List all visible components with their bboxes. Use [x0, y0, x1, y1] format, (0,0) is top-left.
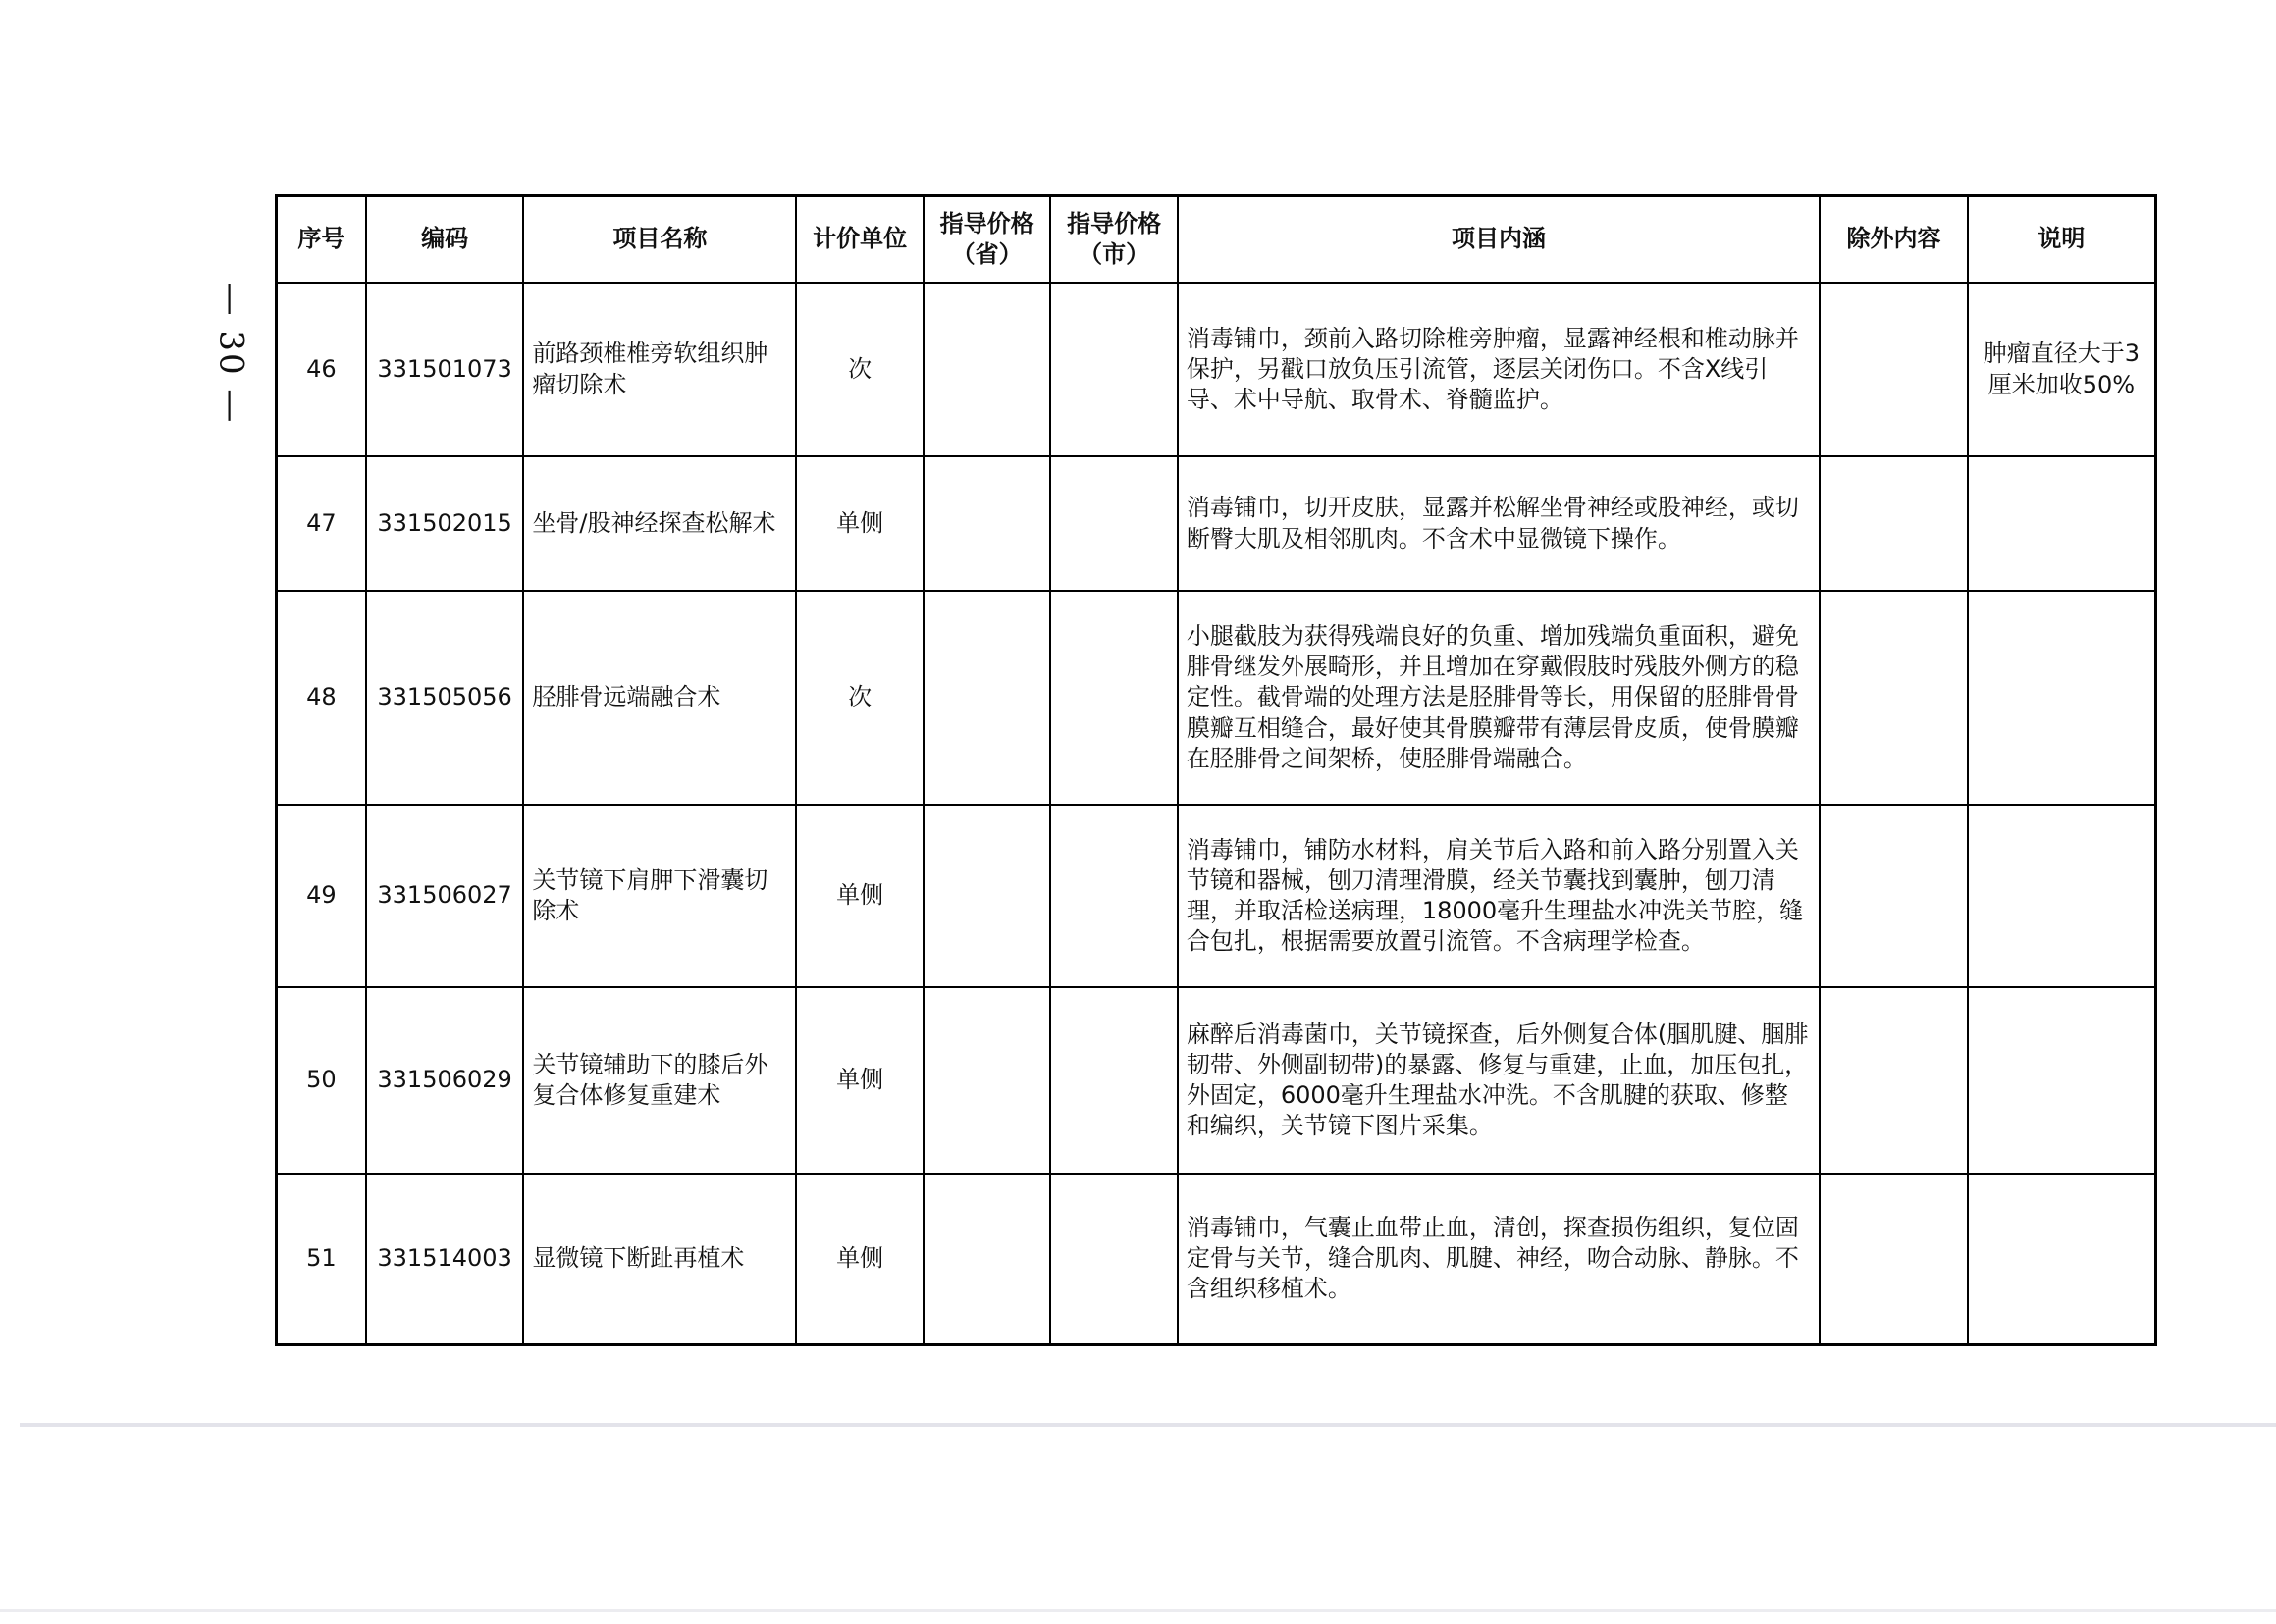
cell-content: 消毒铺巾，气囊止血带止血，清创，探查损伤组织，复位固定骨与关节，缝合肌肉、肌腱、神经，吻合动脉、静脉。不含组织移植术。	[1178, 1174, 1820, 1344]
cell-code: 331514003	[366, 1174, 524, 1344]
cell-price-city	[1050, 987, 1177, 1174]
cell-unit: 单侧	[796, 987, 923, 1174]
cell-price-city	[1050, 591, 1177, 805]
cell-note	[1968, 987, 2156, 1174]
cell-seq: 51	[277, 1174, 366, 1344]
cell-content: 消毒铺巾，铺防水材料，肩关节后入路和前入路分别置入关节镜和器械，刨刀清理滑膜，经关节囊找到囊肿，刨刀清理，并取活检送病理，18000毫升生理盐水冲洗关节腔，缝合包扎，根据需要放置引流管。不含病理学检查。	[1178, 805, 1820, 987]
cell-price-city	[1050, 283, 1177, 456]
cell-seq: 49	[277, 805, 366, 987]
cell-unit: 单侧	[796, 805, 923, 987]
cell-unit: 单侧	[796, 456, 923, 591]
cell-seq: 46	[277, 283, 366, 456]
cell-price-province	[924, 283, 1050, 456]
page-number	[201, 275, 260, 432]
cell-code: 331505056	[366, 591, 524, 805]
cell-exclusions	[1820, 283, 1968, 456]
cell-name: 关节镜辅助下的膝后外复合体修复重建术	[523, 987, 796, 1174]
header-price-city: 指导价格（市）	[1050, 196, 1177, 284]
header-price-province: 指导价格（省）	[924, 196, 1050, 284]
cell-unit: 次	[796, 283, 923, 456]
price-table	[275, 194, 2157, 1346]
scan-fold-line	[20, 1423, 2276, 1427]
header-note: 说明	[1968, 196, 2156, 284]
cell-note	[1968, 805, 2156, 987]
page-number-text: — 30 —	[211, 282, 251, 425]
cell-note: 肿瘤直径大于3厘米加收50%	[1968, 283, 2156, 456]
table-row	[277, 1174, 2156, 1344]
table-row	[277, 987, 2156, 1174]
cell-name: 胫腓骨远端融合术	[523, 591, 796, 805]
cell-name: 显微镜下断趾再植术	[523, 1174, 796, 1344]
cell-price-city	[1050, 805, 1177, 987]
cell-exclusions	[1820, 987, 1968, 1174]
scan-bottom-line	[0, 1609, 2276, 1612]
cell-content: 麻醉后消毒菌巾，关节镜探查，后外侧复合体(腘肌腱、腘腓韧带、外侧副韧带)的暴露、修复与重建，止血，加压包扎，外固定，6000毫升生理盐水冲洗。不含肌腱的获取、修整和编织，关节镜下图片采集。	[1178, 987, 1820, 1174]
cell-price-province	[924, 1174, 1050, 1344]
cell-name: 关节镜下肩胛下滑囊切除术	[523, 805, 796, 987]
cell-exclusions	[1820, 456, 1968, 591]
cell-exclusions	[1820, 1174, 1968, 1344]
header-unit: 计价单位	[796, 196, 923, 284]
cell-note	[1968, 1174, 2156, 1344]
header-code: 编码	[366, 196, 524, 284]
cell-name: 坐骨/股神经探查松解术	[523, 456, 796, 591]
cell-seq: 50	[277, 987, 366, 1174]
header-name: 项目名称	[523, 196, 796, 284]
table-header-row	[277, 196, 2156, 284]
cell-content: 消毒铺巾，切开皮肤，显露并松解坐骨神经或股神经，或切断臀大肌及相邻肌肉。不含术中显微镜下操作。	[1178, 456, 1820, 591]
header-content: 项目内涵	[1178, 196, 1820, 284]
cell-unit: 单侧	[796, 1174, 923, 1344]
cell-price-city	[1050, 1174, 1177, 1344]
table-row	[277, 591, 2156, 805]
header-seq: 序号	[277, 196, 366, 284]
table-row	[277, 456, 2156, 591]
table-row	[277, 283, 2156, 456]
cell-note	[1968, 456, 2156, 591]
cell-name: 前路颈椎椎旁软组织肿瘤切除术	[523, 283, 796, 456]
cell-seq: 47	[277, 456, 366, 591]
cell-code: 331501073	[366, 283, 524, 456]
table-row	[277, 805, 2156, 987]
cell-code: 331502015	[366, 456, 524, 591]
cell-exclusions	[1820, 805, 1968, 987]
cell-code: 331506027	[366, 805, 524, 987]
cell-price-province	[924, 456, 1050, 591]
cell-price-city	[1050, 456, 1177, 591]
cell-content: 小腿截肢为获得残端良好的负重、增加残端负重面积，避免腓骨继发外展畸形，并且增加在穿戴假肢时残肢外侧方的稳定性。截骨端的处理方法是胫腓骨等长，用保留的胫腓骨骨膜瓣互相缝合，最好使其骨膜瓣带有薄层骨皮质，使骨膜瓣在胫腓骨之间架桥，使胫腓骨端融合。	[1178, 591, 1820, 805]
cell-code: 331506029	[366, 987, 524, 1174]
cell-price-province	[924, 591, 1050, 805]
cell-exclusions	[1820, 591, 1968, 805]
cell-content: 消毒铺巾，颈前入路切除椎旁肿瘤，显露神经根和椎动脉并保护，另戳口放负压引流管，逐层关闭伤口。不含X线引导、术中导航、取骨术、脊髓监护。	[1178, 283, 1820, 456]
cell-price-province	[924, 987, 1050, 1174]
header-exclusions: 除外内容	[1820, 196, 1968, 284]
cell-unit: 次	[796, 591, 923, 805]
cell-seq: 48	[277, 591, 366, 805]
cell-price-province	[924, 805, 1050, 987]
cell-note	[1968, 591, 2156, 805]
